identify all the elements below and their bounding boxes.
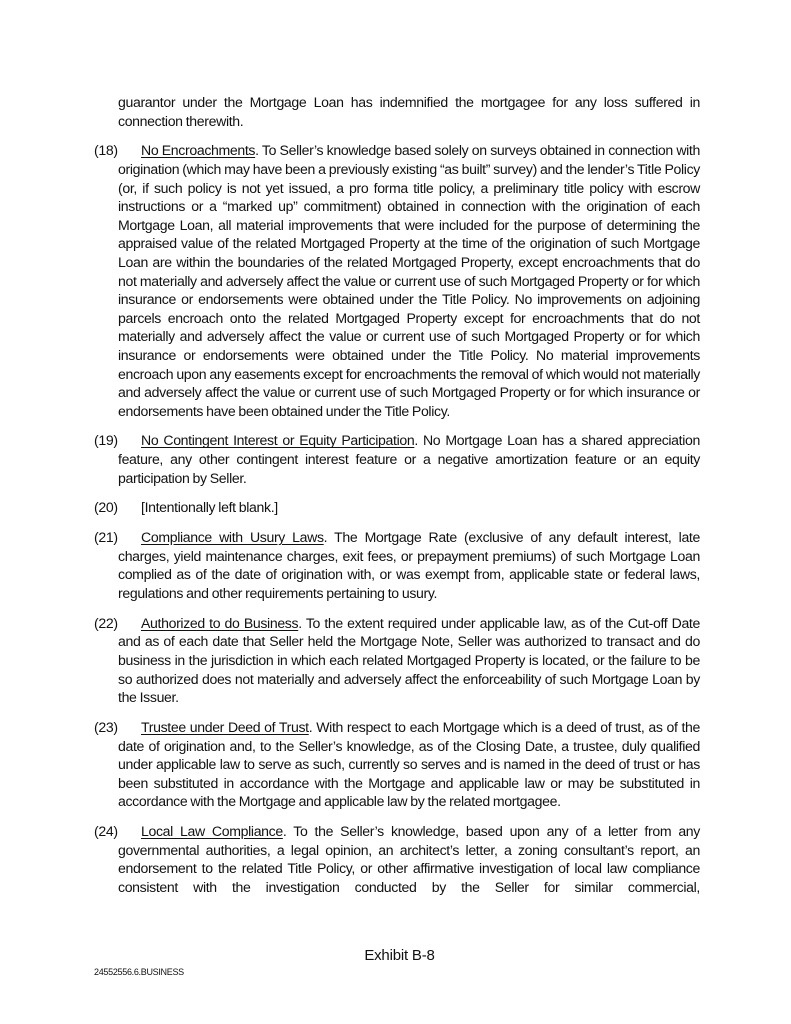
section-heading: Compliance with Usury Laws	[141, 529, 324, 546]
document-id: 24552556.6.BUSINESS	[94, 967, 184, 977]
section-number: (18)	[94, 142, 118, 159]
section-heading: Local Law Compliance	[141, 823, 283, 840]
section-22	[94, 614, 700, 707]
section-text: . With respect to each Mortgage which is a deed of trust, as of the date of origination and, to the Seller’s knowledge, as of the Closing Date, a trustee, duly qualified under applicable law to serve as such, currently so serves and is named in the deed of trust or has been substituted in accordance with the Mortgage and applicable law or may be substituted in accordance with the Mortgage and applicable law by the related mortgagee.	[118, 718, 700, 810]
section-text: . To Seller’s knowledge based solely on surveys obtained in connection with origination (which may have been a previously existing “as built” survey) and the lender’s Title Policy (or, if such policy is not yet issued, a pro forma title policy, a preliminary title policy with escrow instructions or a “marked up” commitment) obtained in connection with the origination of each Mortgage Loan, all material improvements that were included for the purpose of determining the appraised value of the related Mortgaged Property at the time of the origination of such Mortgage Loan are within the boundaries of the related Mortgaged Property, except encroachments that do not materially and adversely affect the value or current use of such Mortgaged Property or for which insurance or endorsements were obtained under the Title Policy. No improvements on adjoining parcels encroach onto the related Mortgaged Property except for encroachments that do not materially and adversely affect the value or current use of such Mortgaged Property or for which insurance or endorsements were obtained under the Title Policy. No material improvements encroach upon any easements except for encroachments the removal of which would not materially and adversely affect the value or current use of such Mortgaged Property or for which insurance or endorsements have been obtained under the Title Policy.	[118, 142, 700, 419]
section-number: (24)	[94, 823, 118, 840]
section-19	[94, 431, 700, 487]
section-heading: No Encroachments	[141, 142, 256, 159]
section-number: (20)	[94, 499, 118, 516]
section-21	[94, 528, 700, 602]
section-20	[94, 498, 700, 517]
section-heading: Authorized to do Business	[141, 614, 299, 631]
document-body	[94, 93, 700, 908]
section-number: (23)	[94, 718, 118, 735]
section-number: (21)	[94, 529, 118, 546]
exhibit-page-label: Exhibit B-8	[364, 947, 435, 964]
section-text: . To the extent required under applicable law, as of the Cut-off Date and as of each date that Seller held the Mortgage Note, Seller was authorized to transact and do business in the jurisdiction in which each related Mortgaged Property is located, or the failure to be so authorized does not materially and adversely affect the enforceability of such Mortgage Loan by the Issuer.	[118, 614, 700, 706]
section-heading: Trustee under Deed of Trust	[141, 718, 309, 735]
section-23	[94, 718, 700, 811]
section-text: [Intentionally left blank.]	[141, 499, 278, 516]
section-text: . The Mortgage Rate (exclusive of any default interest, late charges, yield maintenance charges, exit fees, or prepayment premiums) of such Mortgage Loan complied as of the date of origination with, or was exempt from, applicable state or federal laws, regulations and other requirements pertaining to usury.	[118, 529, 700, 601]
section-text: . To the Seller’s knowledge, based upon any of a letter from any governmental authorities, a legal opinion, an architect’s letter, a zoning consultant’s report, an endorsement to the related Title Policy, or other affirmative investigation of local law compliance consistent with the investigation conducted by the Seller for similar commercial,	[118, 823, 700, 895]
section-number: (22)	[94, 614, 118, 631]
section-18	[94, 141, 700, 420]
section-24	[94, 822, 700, 896]
section-heading: No Contingent Interest or Equity Participation	[141, 432, 415, 449]
section-number: (19)	[94, 432, 118, 449]
continuation-paragraph: guarantor under the Mortgage Loan has indemnified the mortgagee for any loss suffered in connection therewith.	[118, 94, 700, 129]
section-text: . No Mortgage Loan has a shared appreciation feature, any other contingent interest feature or a negative amortization feature or an equity participation by Seller.	[118, 432, 700, 486]
